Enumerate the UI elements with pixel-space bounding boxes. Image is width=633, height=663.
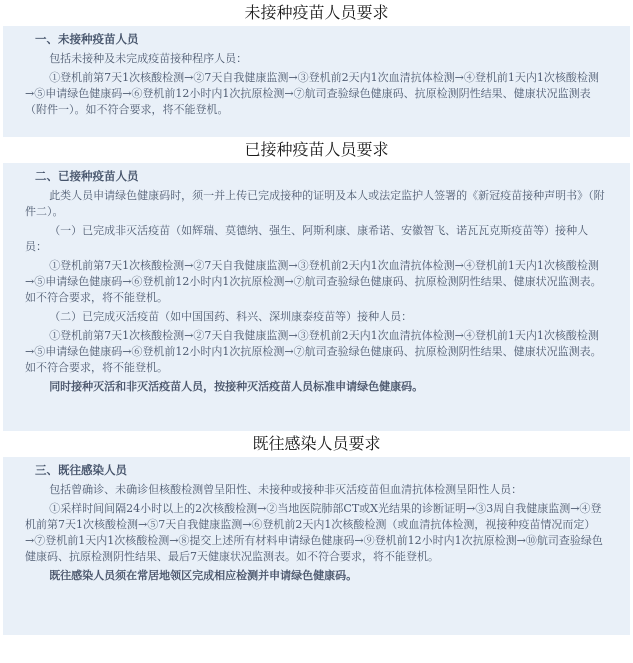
section-title: 一、未接种疫苗人员 <box>35 32 139 46</box>
paragraph: 包括未接种及未完成疫苗接种程序人员： <box>49 52 248 65</box>
section-title: 二、已接种疫苗人员 <box>35 169 139 183</box>
paragraph: （二）已完成灭活疫苗（如中国国药、科兴、深圳康泰疫苗等）接种人员： <box>49 310 413 323</box>
paragraph: （一）已完成非灭活疫苗（如辉瑞、莫德纳、强生、阿斯利康、康希诺、安徽智飞、诺瓦瓦克斯疫苗等）接种人员： <box>25 224 589 253</box>
paragraph: ①登机前第7天1次核酸检测→②7天自我健康监测→③登机前2天内1次血清抗体检测→④登机前1天内1次核酸检测→⑤申请绿色健康码→⑥登机前12小时内1次抗原检测→⑦航司查验绿色健康码、抗原检测阴性结果、健康状况监测表。如不符合要求，将不能登机。 <box>25 329 602 374</box>
paragraph: ①采样时间间隔24小时以上的2次核酸检测→②当地医院肺部CT或X光结果的诊断证明→③3周自我健康监测→④登机前第7天1次核酸检测→⑤7天自我健康监测→⑥登机前2天内1次核酸检测（或血清抗体检测，视接种疫苗情况而定）→⑦登机前1天内1次核酸检测→⑧提交上述所有材料申请绿色健康码→⑨登机前12小时内1次抗原检测→⑩航司查验绿色健康码、抗原检测阴性结果、最后7天健康状况监测表。如不符合要求，将不能登机。 <box>25 502 603 563</box>
requirements-panel <box>3 457 630 635</box>
paragraph: 包括曾确诊、未确诊但核酸检测曾呈阳性、未接种或接种非灭活疫苗但血清抗体检测呈阳性人员： <box>49 483 523 496</box>
section-title: 三、既往感染人员 <box>35 463 127 477</box>
requirements-panel <box>3 26 630 137</box>
paragraph: ①登机前第7天1次核酸检测→②7天自我健康监测→③登机前2天内1次血清抗体检测→④登机前1天内1次核酸检测→⑤申请绿色健康码→⑥登机前12小时内1次抗原检测→⑦航司查验绿色健康码、抗原检测阴性结果、健康状况监测表（附件一）。如不符合要求，将不能登机。 <box>25 71 599 116</box>
paragraph: 此类人员申请绿色健康码时，须一并上传已完成接种的证明及本人或法定监护人签署的《新冠疫苗接种声明书》（附件二）。 <box>25 189 605 218</box>
section-3 <box>0 431 633 635</box>
requirements-panel <box>3 163 630 431</box>
paragraph: 同时接种灭活和非灭活疫苗人员，按接种灭活疫苗人员标准申请绿色健康码。 <box>49 380 424 393</box>
paragraph: 既往感染人员须在常居地领区完成相应检测并申请绿色健康码。 <box>49 569 358 582</box>
section-heading: 已接种疫苗人员要求 <box>0 137 633 163</box>
section-2 <box>0 137 633 431</box>
section-heading: 未接种疫苗人员要求 <box>0 0 633 26</box>
paragraph: ①登机前第7天1次核酸检测→②7天自我健康监测→③登机前2天内1次血清抗体检测→④登机前1天内1次核酸检测→⑤申请绿色健康码→⑥登机前12小时内1次抗原检测→⑦航司查验绿色健康码、抗原检测阴性结果、健康状况监测表。如不符合要求，将不能登机。 <box>25 259 602 304</box>
section-1 <box>0 0 633 137</box>
section-heading: 既往感染人员要求 <box>0 431 633 457</box>
